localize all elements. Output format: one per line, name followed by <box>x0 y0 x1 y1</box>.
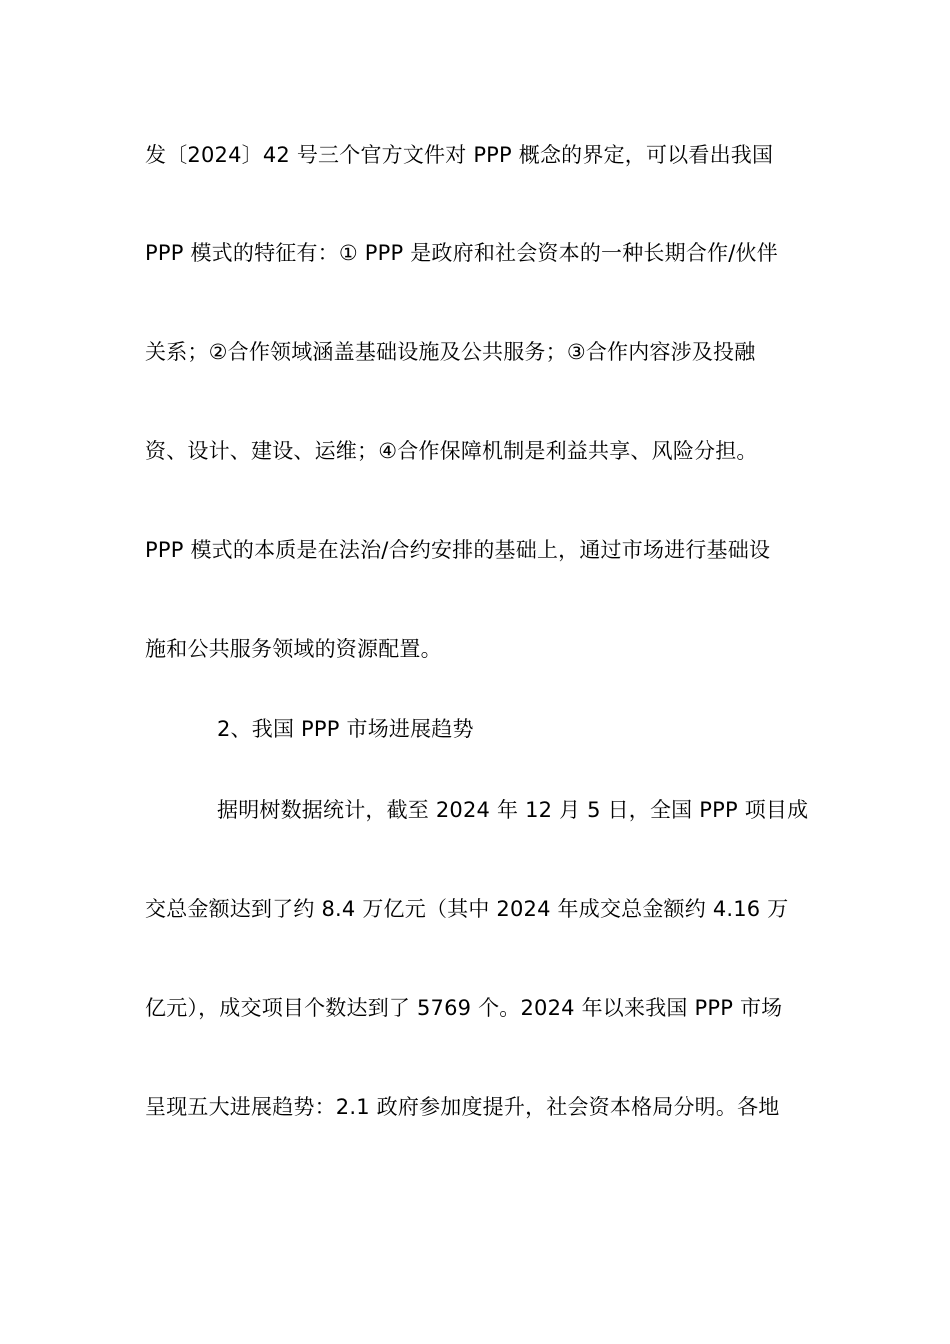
paragraph-line: 资、设计、建设、运维；④合作保障机制是利益共享、风险分担。 <box>145 439 758 463</box>
paragraph-line: 关系；②合作领域涵盖基础设施及公共服务；③合作内容涉及投融 <box>145 340 756 364</box>
paragraph-line: PPP 模式的特征有：① PPP 是政府和社会资本的一种长期合作/伙伴 <box>145 241 778 265</box>
paragraph-line: 呈现五大进展趋势：2.1 政府参加度提升，社会资本格局分明。各地 <box>145 1095 780 1119</box>
paragraph-line: 亿元），成交项目个数达到了 5769 个。2024 年以来我国 PPP 市场 <box>145 996 783 1020</box>
section-heading: 2、我国 PPP 市场进展趋势 <box>217 717 474 741</box>
paragraph-line: 交总金额达到了约 8.4 万亿元（其中 2024 年成交总金额约 4.16 万 <box>145 897 789 921</box>
paragraph-line: 施和公共服务领域的资源配置。 <box>145 637 442 661</box>
paragraph-line: 据明树数据统计，截至 2024 年 12 月 5 日，全国 PPP 项目成 <box>217 798 809 822</box>
paragraph-line: 发〔2024〕42 号三个官方文件对 PPP 概念的界定，可以看出我国 <box>145 143 774 167</box>
paragraph-line: PPP 模式的本质是在法治/合约安排的基础上，通过市场进行基础设 <box>145 538 771 562</box>
